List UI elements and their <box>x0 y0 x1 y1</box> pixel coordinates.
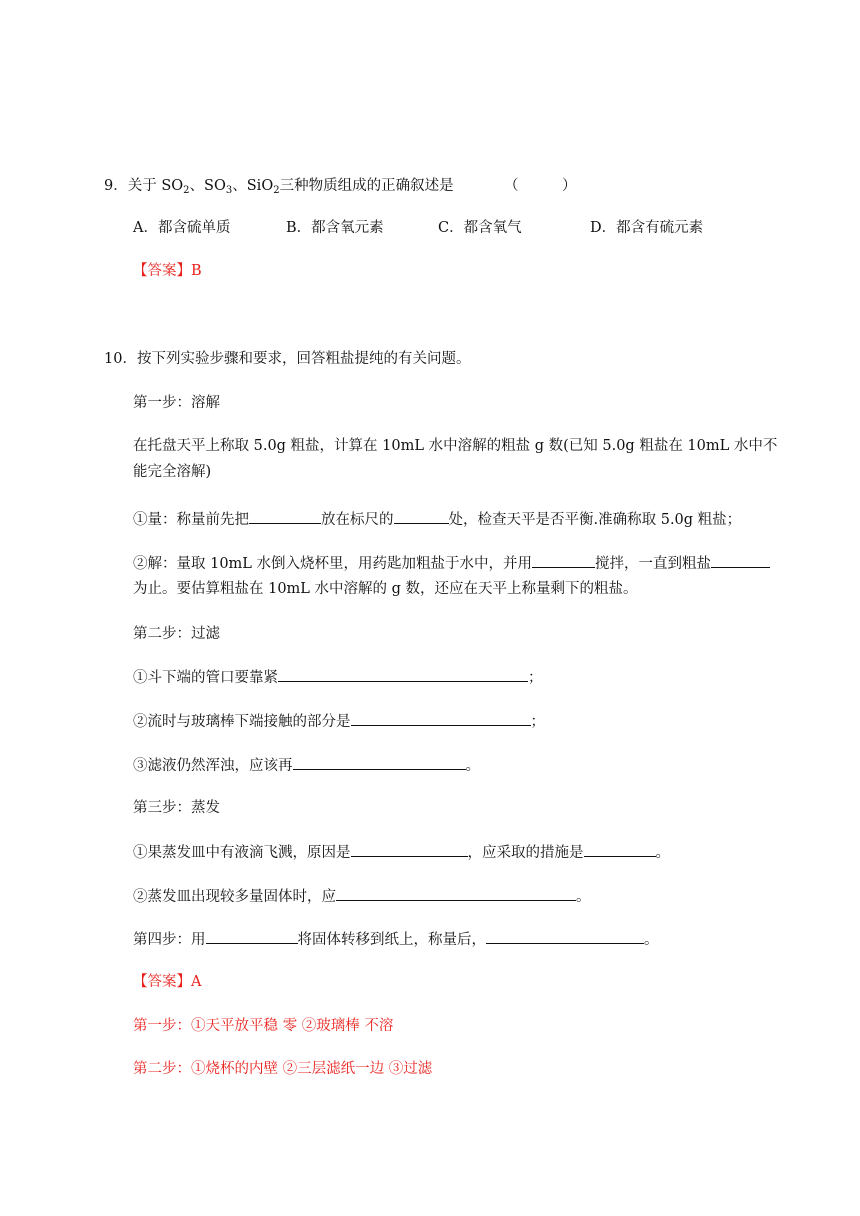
answer-blank[interactable] <box>394 509 449 524</box>
answer-blank[interactable] <box>486 929 644 944</box>
step2-question1: ①斗下端的管口要靠紧 ； <box>133 667 543 688</box>
step3-title: 第三步：蒸发 <box>133 800 220 816</box>
q9-answer: 【答案】B <box>133 263 202 279</box>
answer-blank[interactable] <box>336 886 576 901</box>
answer-blank[interactable] <box>711 553 770 568</box>
step2-question2: ②流时与玻璃棒下端接触的部分是 ； <box>133 711 545 732</box>
q10-answer-step2: 第二步：①烧杯的内壁 ②三层滤纸一边 ③过滤 <box>133 1061 433 1077</box>
q9-option-a: A．都含硫单质 <box>133 220 231 236</box>
answer-blank[interactable] <box>206 929 298 944</box>
answer-blank[interactable] <box>351 842 468 857</box>
answer-blank[interactable] <box>532 553 595 568</box>
step1-question2: ②解：量取 10mL 水倒入烧杯里，用药匙加粗盐于水中，并用 搅拌，一直到粗盐 <box>133 553 770 574</box>
q9-option-c: C．都含氧气 <box>438 220 522 236</box>
step2-title: 第二步：过滤 <box>133 626 220 642</box>
answer-blank[interactable] <box>584 842 656 857</box>
step1-text-line1: 在托盘天平上称取 5.0g 粗盐，计算在 10mL 水中溶解的粗盐 g 数(已知 5.0g 粗盐在 10mL 水中不 <box>133 438 778 454</box>
step3-question1: ①果蒸发皿中有液滴飞溅，原因是 ，应采取的措施是 。 <box>133 842 670 863</box>
step1-question1: ①量：称量前先把 放在标尺的 处，检查天平是否平衡.准确称取 5.0g 粗盐； <box>133 509 741 530</box>
q10-answer-step1: 第一步：①天平放平稳 零 ②玻璃棒 不溶 <box>133 1018 394 1034</box>
step1-text-line2: 能完全溶解) <box>133 464 212 480</box>
answer-blank[interactable] <box>278 667 528 682</box>
step2-question3: ③滤液仍然浑浊，应该再 。 <box>133 755 480 776</box>
q9-stem: 9．关于 $SO_2$、$SO_3$、SiO$_2$三种物质组成的正确叙述是 <box>104 178 454 196</box>
step1-title: 第一步：溶解 <box>133 395 220 411</box>
answer-blank[interactable] <box>293 755 466 770</box>
step3-question2: ②蒸发皿出现较多量固体时，应 。 <box>133 886 591 907</box>
q9-option-b: B．都含氧元素 <box>286 220 384 236</box>
answer-blank[interactable] <box>351 711 531 726</box>
q9-option-d: D．都含有硫元素 <box>590 220 704 236</box>
answer-blank[interactable] <box>249 509 321 524</box>
q9-answer-paren: （ ） <box>504 178 577 194</box>
q10-answer: 【答案】A <box>133 974 202 990</box>
q10-stem: 10．按下列实验步骤和要求，回答粗盐提纯的有关问题。 <box>104 351 471 367</box>
step1-question2-line2: 为止。要估算粗盐在 10mL 水中溶解的 g 数，还应在天平上称量剩下的粗盐。 <box>133 581 638 597</box>
step4-question: 第四步：用 将固体转移到纸上，称量后， 。 <box>133 929 659 950</box>
